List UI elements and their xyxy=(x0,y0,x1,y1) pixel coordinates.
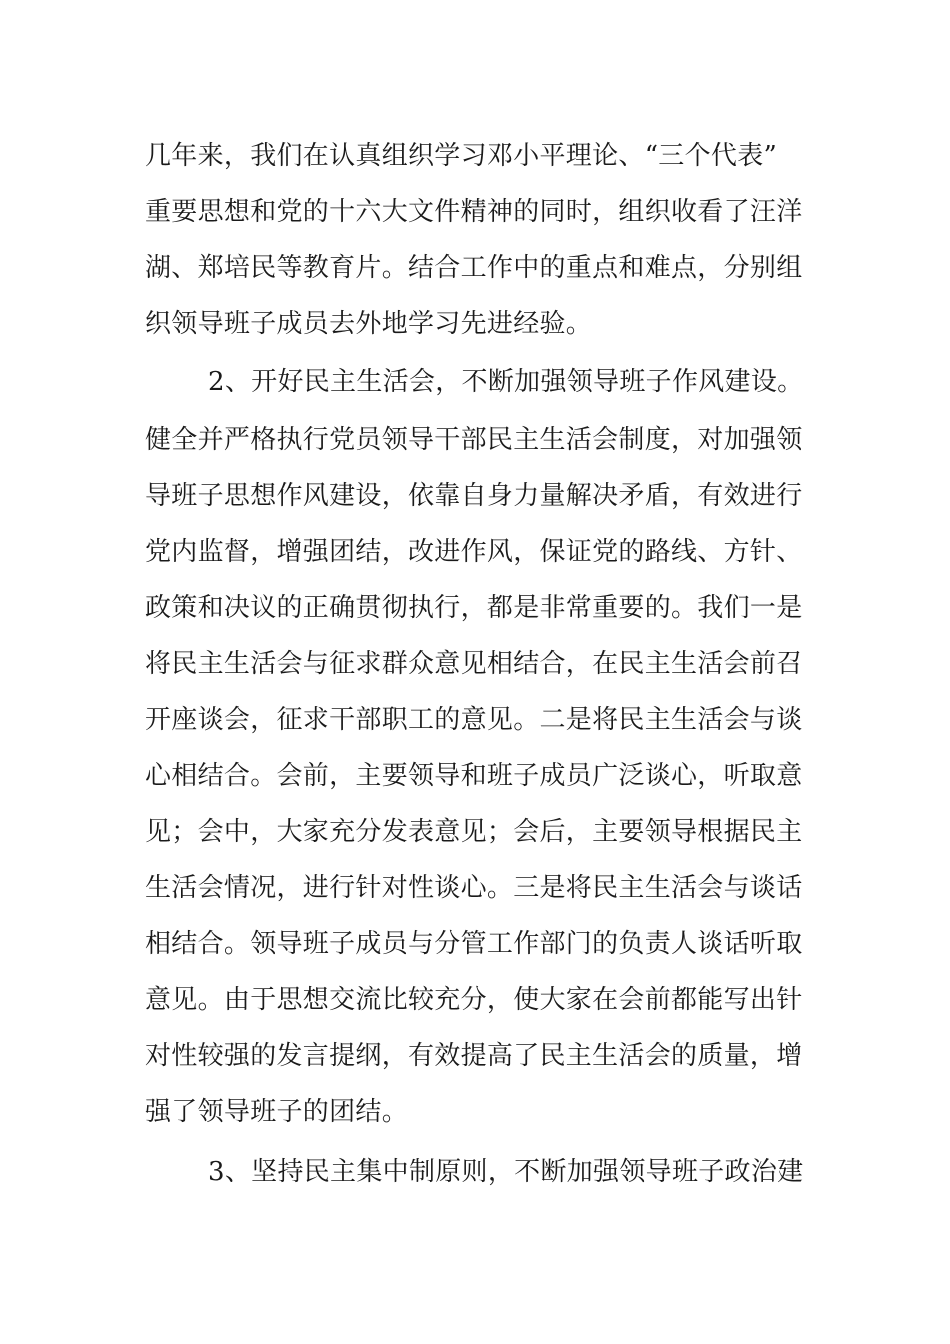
section-2-heading: 2、开好民主生活会，不断加强领导班子作风建设。 xyxy=(208,367,804,397)
text-line-18: 强了领导班子的团结。 xyxy=(145,1097,409,1127)
text-line-8: 党内监督，增强团结，改进作风，保证党的路线、方针、 xyxy=(145,537,803,567)
text-line-7: 导班子思想作风建设，依靠自身力量解决矛盾，有效进行 xyxy=(145,481,803,511)
text-line-1: 几年来，我们在认真组织学习邓小平理论、“三个代表” xyxy=(145,141,778,171)
text-line-17: 对性较强的发言提纲，有效提高了民主生活会的质量，增 xyxy=(145,1041,803,1071)
text-line-6: 健全并严格执行党员领导干部民主生活会制度，对加强领 xyxy=(145,425,803,455)
text-line-9: 政策和决议的正确贯彻执行，都是非常重要的。我们一是 xyxy=(145,593,803,623)
section-3-heading: 3、坚持民主集中制原则，不断加强领导班子政治建 xyxy=(208,1157,804,1187)
text-line-11: 开座谈会，征求干部职工的意见。二是将民主生活会与谈 xyxy=(145,705,803,735)
text-line-3: 湖、郑培民等教育片。结合工作中的重点和难点，分别组 xyxy=(145,253,803,283)
text-line-4: 织领导班子成员去外地学习先进经验。 xyxy=(145,309,593,339)
text-line-12: 心相结合。会前，主要领导和班子成员广泛谈心，听取意 xyxy=(145,761,803,791)
text-line-14: 生活会情况，进行针对性谈心。三是将民主生活会与谈话 xyxy=(145,873,803,903)
text-line-2: 重要思想和党的十六大文件精神的同时，组织收看了汪洋 xyxy=(145,197,803,227)
text-line-13: 见；会中，大家充分发表意见；会后，主要领导根据民主 xyxy=(145,817,803,847)
text-line-15: 相结合。领导班子成员与分管工作部门的负责人谈话听取 xyxy=(145,929,803,959)
text-line-10: 将民主生活会与征求群众意见相结合，在民主生活会前召 xyxy=(145,649,803,679)
text-line-16: 意见。由于思想交流比较充分，使大家在会前都能写出针 xyxy=(145,985,803,1015)
